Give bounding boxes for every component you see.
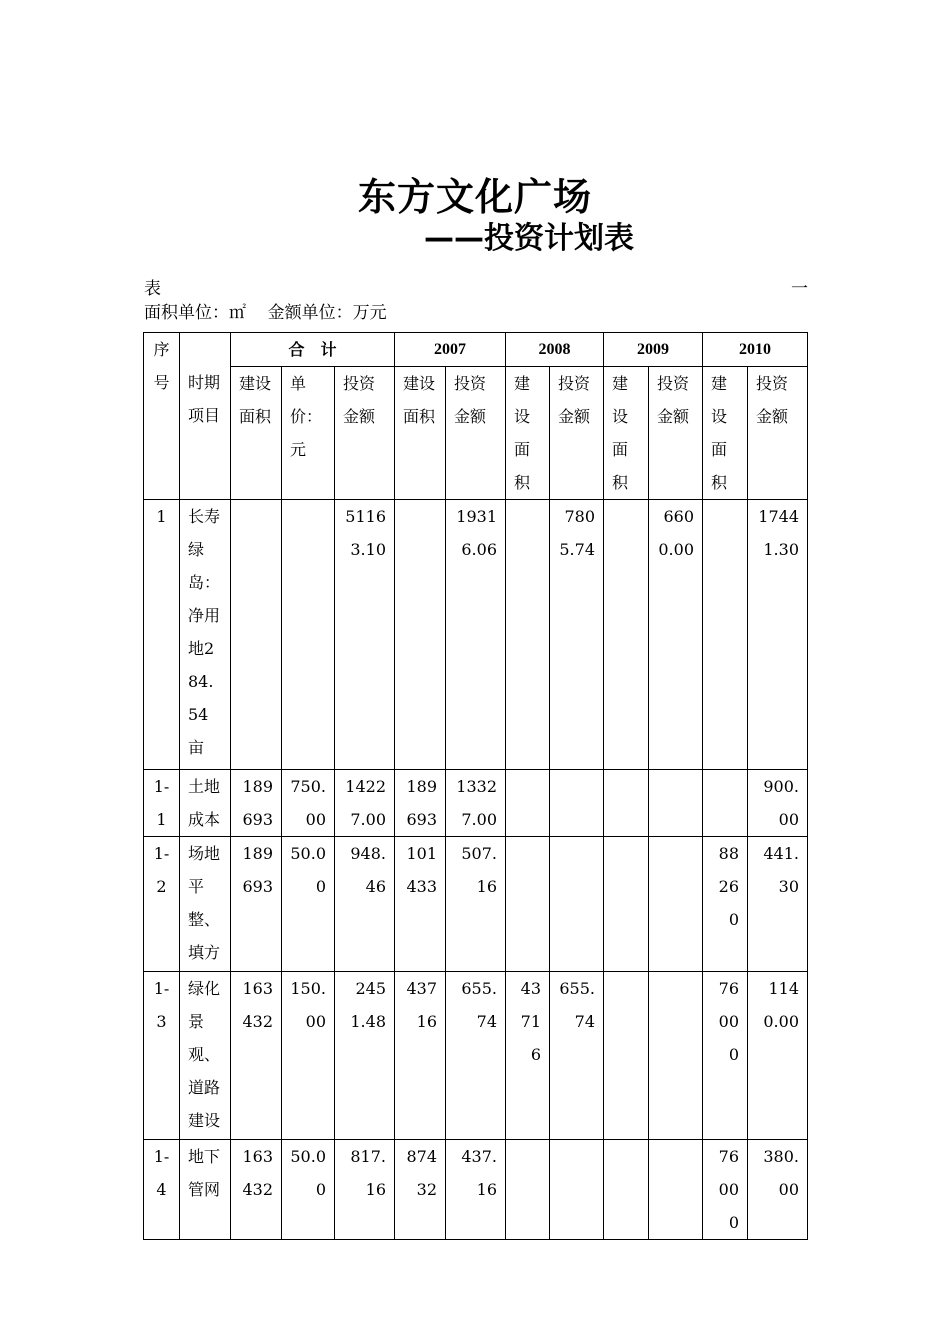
cell-2008-area: 43716 <box>506 972 550 1140</box>
cell-total-invest: 2451.48 <box>335 972 395 1140</box>
header-year-2010: 2010 <box>703 333 808 367</box>
cell-2007-invest: 13327.00 <box>446 770 506 837</box>
cell-2007-area: 43716 <box>395 972 446 1140</box>
cell-2009-invest <box>649 1140 703 1240</box>
cell-2008-invest <box>550 770 604 837</box>
header-2009-area: 建设面积 <box>604 367 649 500</box>
cell-2009-area <box>604 500 649 770</box>
cell-2010-area: 76000 <box>703 972 748 1140</box>
cell-2007-invest: 655.74 <box>446 972 506 1140</box>
cell-2007-area <box>395 500 446 770</box>
cell-2007-invest: 437.16 <box>446 1140 506 1240</box>
table-row <box>144 500 808 770</box>
table-row <box>144 972 808 1140</box>
cell-2010-invest: 441.30 <box>748 837 808 972</box>
cell-total-invest: 817.16 <box>335 1140 395 1240</box>
table-label-left: 表 <box>144 279 161 299</box>
document-subtitle: ——投资计划表 <box>424 221 634 256</box>
cell-2008-area <box>506 1140 550 1240</box>
cell-2010-invest: 17441.30 <box>748 500 808 770</box>
cell-2009-area <box>604 770 649 837</box>
cell-2008-invest: 655.74 <box>550 972 604 1140</box>
header-2009-invest: 投资金额 <box>649 367 703 500</box>
cell-2010-area: 88260 <box>703 837 748 972</box>
cell-total-invest: 948.46 <box>335 837 395 972</box>
cell-2008-area <box>506 837 550 972</box>
header-year-2009: 2009 <box>604 333 703 367</box>
cell-2008-invest: 7805.74 <box>550 500 604 770</box>
table-label-right: 一 <box>791 279 808 299</box>
header-item: 时期项目 <box>180 333 231 500</box>
cell-2008-invest <box>550 1140 604 1240</box>
header-seq: 序号 <box>144 333 180 500</box>
header-2007-area: 建设面积 <box>395 367 446 500</box>
cell-seq: 1-2 <box>144 837 180 972</box>
table-row <box>144 1140 808 1240</box>
cell-unit-price: 50.00 <box>282 1140 335 1240</box>
cell-unit-price: 750.00 <box>282 770 335 837</box>
cell-total-area: 189693 <box>231 770 282 837</box>
header-year-2007: 2007 <box>395 333 506 367</box>
cell-2008-area <box>506 500 550 770</box>
cell-2007-invest: 19316.06 <box>446 500 506 770</box>
cell-2010-area: 76000 <box>703 1140 748 1240</box>
header-row-2 <box>144 367 808 500</box>
cell-2007-area: 87432 <box>395 1140 446 1240</box>
investment-plan-table <box>143 332 808 1240</box>
header-row-1 <box>144 333 808 367</box>
table-row <box>144 837 808 972</box>
cell-seq: 1 <box>144 500 180 770</box>
cell-2007-invest: 507.16 <box>446 837 506 972</box>
table-label-line <box>144 274 808 299</box>
cell-2009-area <box>604 837 649 972</box>
cell-2009-invest <box>649 837 703 972</box>
cell-2010-area <box>703 500 748 770</box>
header-2008-invest: 投资金额 <box>550 367 604 500</box>
cell-total-area <box>231 500 282 770</box>
header-total: 合 计 <box>231 333 395 367</box>
cell-unit-price <box>282 500 335 770</box>
cell-seq: 1-3 <box>144 972 180 1140</box>
cell-item: 长寿绿岛：净用地284.54亩 <box>180 500 231 770</box>
cell-total-area: 189693 <box>231 837 282 972</box>
header-unit-price: 单价：元 <box>282 367 335 500</box>
cell-2010-invest: 1140.00 <box>748 972 808 1140</box>
cell-unit-price: 150.00 <box>282 972 335 1140</box>
cell-item: 场地平整、填方 <box>180 837 231 972</box>
cell-2009-area <box>604 972 649 1140</box>
cell-2007-area: 189693 <box>395 770 446 837</box>
header-2007-invest: 投资金额 <box>446 367 506 500</box>
cell-2008-invest <box>550 837 604 972</box>
cell-2009-invest <box>649 972 703 1140</box>
cell-seq: 1-1 <box>144 770 180 837</box>
cell-2009-invest: 6600.00 <box>649 500 703 770</box>
header-2010-invest: 投资金额 <box>748 367 808 500</box>
cell-seq: 1-4 <box>144 1140 180 1240</box>
document-title: 东方文化广场 <box>357 175 592 219</box>
cell-2010-area <box>703 770 748 837</box>
cell-2010-invest: 380.00 <box>748 1140 808 1240</box>
header-2010-area: 建设面积 <box>703 367 748 500</box>
units-line: 面积单位：㎡ 金额单位：万元 <box>144 303 387 323</box>
cell-2007-area: 101433 <box>395 837 446 972</box>
header-year-2008: 2008 <box>506 333 604 367</box>
cell-total-area: 163432 <box>231 1140 282 1240</box>
header-2008-area: 建设面积 <box>506 367 550 500</box>
cell-item: 绿化景观、道路建设 <box>180 972 231 1140</box>
table-row <box>144 770 808 837</box>
cell-total-invest: 51163.10 <box>335 500 395 770</box>
cell-item: 土地成本 <box>180 770 231 837</box>
cell-2009-invest <box>649 770 703 837</box>
cell-2008-area <box>506 770 550 837</box>
header-total-invest: 投资金额 <box>335 367 395 500</box>
cell-2009-area <box>604 1140 649 1240</box>
cell-item: 地下管网 <box>180 1140 231 1240</box>
cell-unit-price: 50.00 <box>282 837 335 972</box>
cell-total-area: 163432 <box>231 972 282 1140</box>
cell-2010-invest: 900.00 <box>748 770 808 837</box>
cell-total-invest: 14227.00 <box>335 770 395 837</box>
header-total-area: 建设面积 <box>231 367 282 500</box>
